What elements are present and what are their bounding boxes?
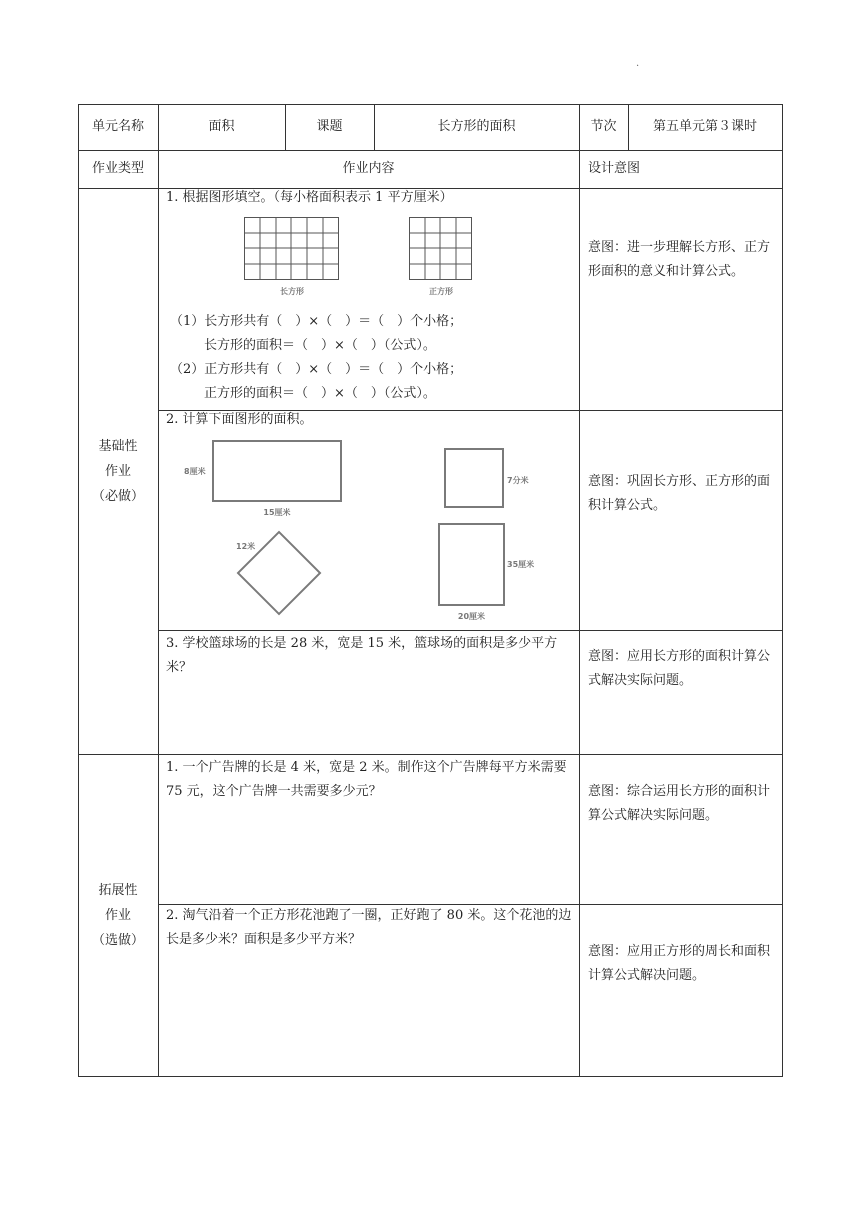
section-value: 第五单元第３课时 <box>652 119 757 134</box>
tall-rectangle-width-label: 20厘米 <box>457 612 486 621</box>
column-intent-heading: 设计意图 <box>588 161 641 176</box>
rect-grid-figure <box>244 217 340 281</box>
basic-q3-title: 3. 学校篮球场的长是 28 米，宽是 15 米，篮球场的面积是多少平方米？ <box>166 636 558 675</box>
extended-q1-title: 1. 一个广告牌的长是 4 米，宽是 2 米。制作这个广告牌每平方米需要 75 元，这个广告牌一共需要多少元？ <box>166 760 567 799</box>
rectangle-width-label: 15厘米 <box>263 508 291 517</box>
basic-q1-intent: 意图：进一步理解长方形、正方形面积的意义和计算公式。 <box>588 240 771 279</box>
extended-homework-label <box>78 878 158 953</box>
extended-label-line2: 作业 <box>104 908 131 923</box>
tall-rectangle-height-label: 35厘米 <box>507 560 535 569</box>
basic-q1-line2: 长方形的面积＝（ ）×（ ）（公式）。 <box>204 338 436 353</box>
basic-q2-title: 2. 计算下面图形的面积。 <box>166 412 313 427</box>
column-type-heading: 作业类型 <box>91 161 144 176</box>
square-grid-caption: 正方形 <box>429 287 453 296</box>
rect-grid-caption: 长方形 <box>280 287 304 296</box>
extended-q1-intent: 意图：综合运用长方形的面积计算公式解决实际问题。 <box>588 784 771 823</box>
tall-rectangle-figure <box>438 523 505 606</box>
extended-q2-intent: 意图：应用正方形的周长和面积计算公式解决问题。 <box>588 944 771 983</box>
extended-label-line3: （选做） <box>91 933 144 948</box>
section-label: 节次 <box>590 119 617 134</box>
basic-homework-label <box>78 434 158 509</box>
diamond-side-label: 12米 <box>236 542 256 551</box>
column-content-heading: 作业内容 <box>342 161 395 176</box>
basic-q3-intent: 意图：应用长方形的面积计算公式解决实际问题。 <box>588 649 771 688</box>
extended-q2-title: 2. 淘气沿着一个正方形花池跑了一圈，正好跑了 80 米。这个花池的边长是多少米？面积是多少平方米？ <box>166 908 572 947</box>
unit-name-label: 单元名称 <box>91 119 144 134</box>
extended-label-line1: 拓展性 <box>98 883 138 898</box>
square-grid-figure <box>409 217 473 281</box>
rectangle-figure <box>212 440 342 502</box>
basic-q1-line4: 正方形的面积＝（ ）×（ ）（公式）。 <box>204 386 436 401</box>
topic-value: 长方形的面积 <box>437 119 516 134</box>
topic-label: 课题 <box>316 119 343 134</box>
unit-name-value: 面积 <box>208 119 235 134</box>
page-dot: . <box>636 58 640 69</box>
rectangle-height-label: 8厘米 <box>184 467 206 476</box>
basic-q1-line3: （2）正方形共有（ ）×（ ）＝（ ）个小格； <box>170 362 463 377</box>
basic-q1-title: 1. 根据图形填空。（每小格面积表示 1 平方厘米） <box>166 190 453 205</box>
basic-label-line3: （必做） <box>91 489 144 504</box>
basic-q2-intent: 意图：巩固长方形、正方形的面积计算公式。 <box>588 474 771 513</box>
basic-label-line1: 基础性 <box>98 439 138 454</box>
basic-label-line2: 作业 <box>104 464 131 479</box>
basic-q1-line1: （1）长方形共有（ ）×（ ）＝（ ）个小格； <box>170 314 463 329</box>
square-figure <box>444 448 504 508</box>
square-side-label: 7分米 <box>507 476 529 485</box>
